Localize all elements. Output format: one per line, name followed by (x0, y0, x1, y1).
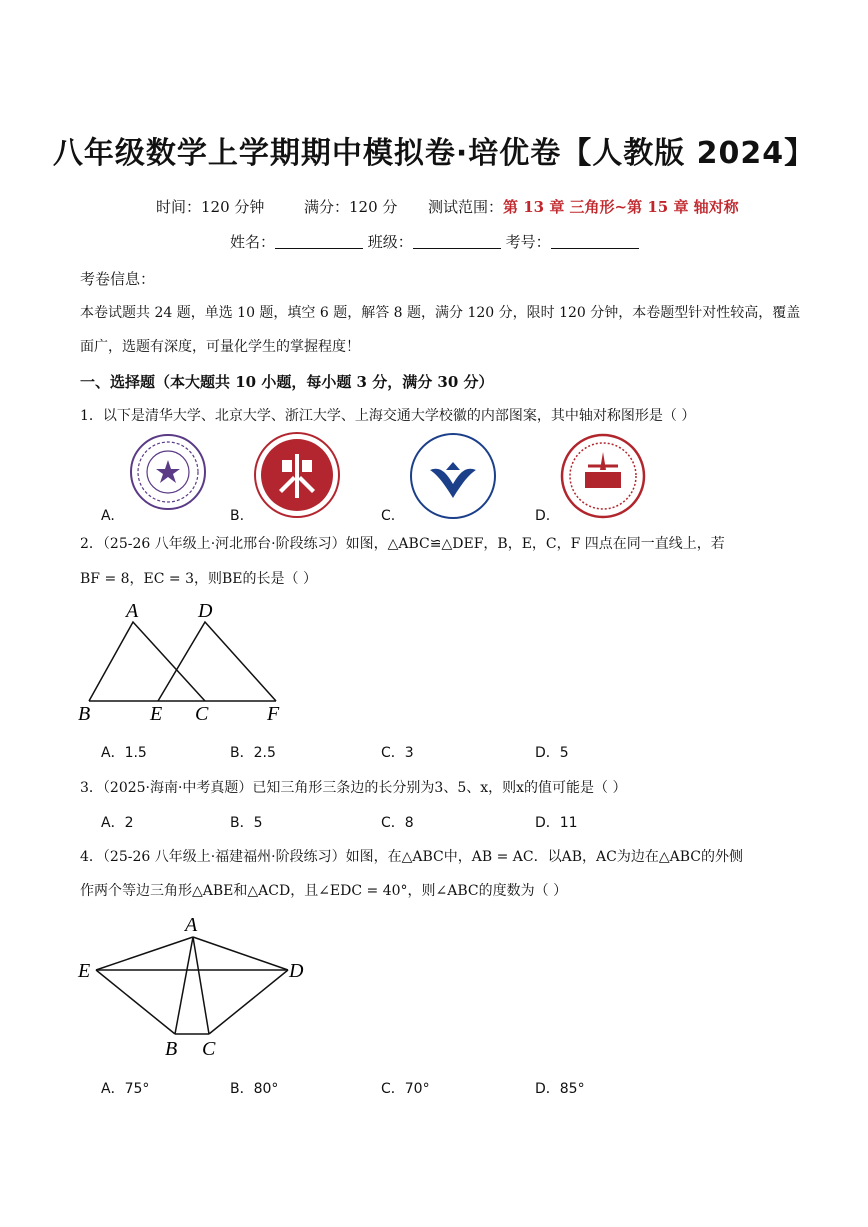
q4-label-a: A (185, 914, 198, 936)
q4-label-c: C (202, 1038, 216, 1060)
q4-option-c[interactable]: C．70° (381, 1081, 430, 1097)
class-blank[interactable] (413, 234, 501, 249)
id-blank[interactable] (551, 234, 639, 249)
exam-range (428, 196, 739, 217)
question-2-stem-line-2: BF = 8，EC = 3，则BE的长是（ ） (80, 571, 317, 587)
class-label: 班级： (367, 233, 413, 251)
tsinghua-logo (124, 433, 212, 511)
page-title: 八年级数学上学期期中模拟卷·培优卷【人教版 2024】 (52, 136, 816, 171)
q4-option-b[interactable]: B．80° (230, 1081, 279, 1097)
q4-label-e: E (78, 960, 91, 982)
q4-label-b: B (165, 1038, 178, 1060)
question-2-stem-line-1: 2．（25-26 八年级上·河北邢台·阶段练习）如图，△ABC≌△DEF，B，E，C，F 四点在同一直线上，若 (80, 536, 725, 552)
info-line-1: 本卷试题共 24 题，单选 10 题，填空 6 题，解答 8 题，满分 120 分，限时 120 分钟，本卷题型针对性较高，覆盖 (80, 305, 801, 321)
q2-option-a[interactable]: A．1.5 (101, 745, 147, 761)
question-4-stem-line-1: 4．（25-26 八年级上·福建福州·阶段练习）如图，在△ABC中，AB = AC．以AB，AC为边在△ABC的外侧 (80, 849, 743, 865)
q1-option-c[interactable]: C. (381, 508, 396, 524)
name-label: 姓名： (230, 233, 276, 251)
zju-logo (408, 432, 498, 520)
q3-option-a[interactable]: A．2 (101, 815, 134, 831)
info-line-2: 面广，选题有深度，可量化学生的掌握程度！ (80, 339, 360, 355)
pku-logo (252, 432, 342, 518)
q2-option-b[interactable]: B．2.5 (230, 745, 276, 761)
q4-label-d: D (289, 960, 304, 982)
id-label: 考号： (505, 233, 551, 251)
student-info-row (230, 231, 639, 252)
exam-score: 满分：120 分 (304, 198, 398, 216)
q2-option-d[interactable]: D．5 (535, 745, 569, 761)
q4-option-a[interactable]: A．75° (101, 1081, 150, 1097)
q2-label-c: C (195, 703, 209, 725)
question-4-stem-line-2: 作两个等边三角形△ABE和△ACD，且∠EDC = 40°，则∠ABC的度数为（ ） (80, 883, 568, 899)
q2-label-a: A (126, 600, 139, 622)
q2-label-e: E (150, 703, 163, 725)
q1-option-a[interactable]: A. (101, 508, 115, 524)
range-value: 第 13 章 三角形~第 15 章 轴对称 (503, 198, 739, 216)
name-blank[interactable] (275, 234, 363, 249)
exam-time: 时间：120 分钟 (156, 198, 265, 216)
question-1-stem: 1．以下是清华大学、北京大学、浙江大学、上海交通大学校徽的内部图案，其中轴对称图形是（ ） (80, 408, 696, 424)
q4-option-d[interactable]: D．85° (535, 1081, 585, 1097)
q3-option-c[interactable]: C．8 (381, 815, 414, 831)
q4-triangles-figure (74, 912, 314, 1062)
q3-option-d[interactable]: D．11 (535, 815, 578, 831)
q2-triangles-figure (74, 596, 294, 728)
q3-option-b[interactable]: B．5 (230, 815, 263, 831)
q1-option-d[interactable]: D. (535, 508, 551, 524)
sjtu-logo (558, 432, 648, 520)
q2-label-b: B (78, 703, 91, 725)
q1-option-b[interactable]: B. (230, 508, 245, 524)
section-heading: 一、选择题（本大题共 10 小题，每小题 3 分，满分 30 分） (80, 373, 494, 391)
q2-option-c[interactable]: C．3 (381, 745, 414, 761)
question-3-stem: 3．（2025·海南·中考真题）已知三角形三条边的长分别为3、5、x，则x的值可能是（ ） (80, 780, 627, 796)
q2-label-f: F (267, 703, 280, 725)
info-heading: 考卷信息： (80, 270, 156, 288)
q2-label-d: D (198, 600, 213, 622)
range-label: 测试范围： (428, 198, 504, 216)
